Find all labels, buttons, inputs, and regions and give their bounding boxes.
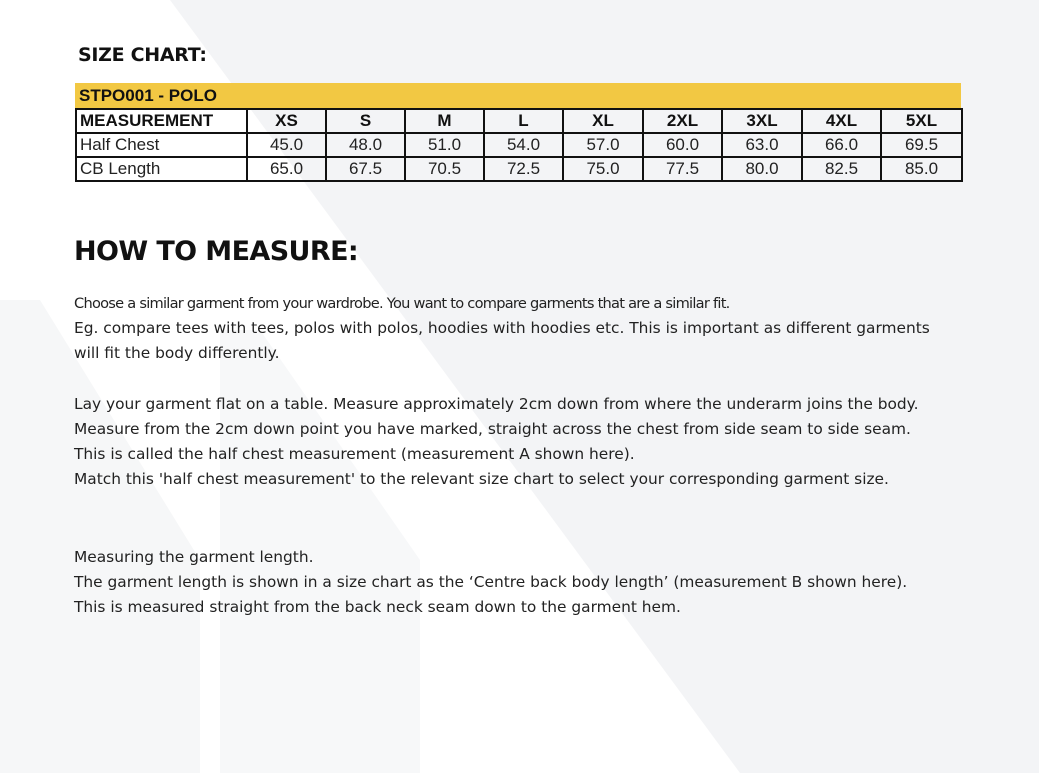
header-cell-size: L	[484, 109, 563, 133]
chest-paragraph	[74, 392, 918, 492]
chest-line: Match this 'half chest measurement' to the relevant size chart to select your corresponding garment size.	[74, 470, 889, 488]
header-cell-measurement: MEASUREMENT	[76, 109, 247, 133]
table-cell: 70.5	[405, 157, 484, 181]
header-cell-size: 3XL	[722, 109, 802, 133]
table-cell: 67.5	[326, 157, 405, 181]
table-cell: 82.5	[802, 157, 881, 181]
table-cell: 51.0	[405, 133, 484, 157]
table-cell: 63.0	[722, 133, 802, 157]
row-label: Half Chest	[76, 133, 247, 157]
size-chart-table	[75, 83, 961, 182]
intro-line: will fit the body differently.	[74, 344, 280, 362]
table-cell: 60.0	[643, 133, 722, 157]
table-cell: 48.0	[326, 133, 405, 157]
table-cell: 77.5	[643, 157, 722, 181]
header-cell-size: XS	[247, 109, 326, 133]
table-header-row	[76, 109, 962, 133]
length-line: Measuring the garment length.	[74, 548, 314, 566]
table-cell: 66.0	[802, 133, 881, 157]
size-table	[75, 108, 963, 182]
table-cell: 45.0	[247, 133, 326, 157]
table-cell: 54.0	[484, 133, 563, 157]
size-chart-title: SIZE CHART:	[78, 44, 207, 66]
chest-line: Lay your garment flat on a table. Measure approximately 2cm down from where the underarm joins the body.	[74, 395, 919, 413]
table-row-cb-length	[76, 157, 962, 181]
table-cell: 75.0	[563, 157, 643, 181]
header-cell-size: XL	[563, 109, 643, 133]
table-cell: 85.0	[881, 157, 962, 181]
intro-line: Eg. compare tees with tees, polos with polos, hoodies with hoodies etc. This is important as different garments	[74, 319, 930, 337]
chest-line: Measure from the 2cm down point you have marked, straight across the chest from side seam to side seam.	[74, 420, 911, 438]
length-line: The garment length is shown in a size chart as the ‘Centre back body length’ (measurement B shown here).	[74, 573, 908, 591]
header-cell-size: 5XL	[881, 109, 962, 133]
header-cell-size: S	[326, 109, 405, 133]
how-to-measure-title: HOW TO MEASURE:	[74, 236, 359, 267]
header-cell-size: M	[405, 109, 484, 133]
table-cell: 57.0	[563, 133, 643, 157]
table-row-half-chest	[76, 133, 962, 157]
row-label: CB Length	[76, 157, 247, 181]
table-cell: 80.0	[722, 157, 802, 181]
product-name-bar: STPO001 - POLO	[75, 83, 961, 108]
table-cell: 69.5	[881, 133, 962, 157]
header-cell-size: 4XL	[802, 109, 881, 133]
intro-line: Choose a similar garment from your wardrobe. You want to compare garments that are a similar fit.	[74, 295, 730, 312]
chest-line: This is called the half chest measurement (measurement A shown here).	[74, 445, 635, 463]
length-paragraph	[74, 545, 907, 620]
table-cell: 72.5	[484, 157, 563, 181]
header-cell-size: 2XL	[643, 109, 722, 133]
length-line: This is measured straight from the back neck seam down to the garment hem.	[74, 598, 681, 616]
intro-paragraph	[74, 291, 930, 366]
table-cell: 65.0	[247, 157, 326, 181]
